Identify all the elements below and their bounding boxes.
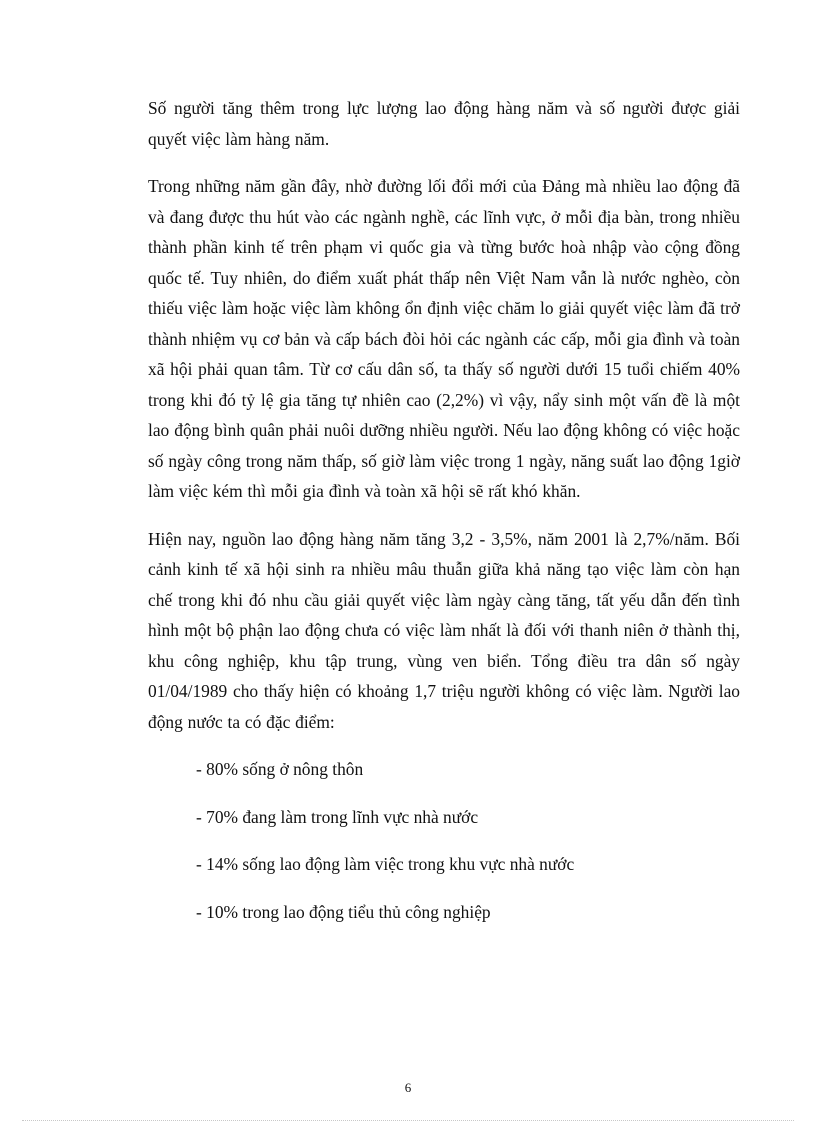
list-item: - 80% sống ở nông thôn xyxy=(196,759,364,779)
paragraph-intro: Số người tăng thêm trong lực lượng lao động hàng năm và số người được giải quyết việc làm hàng năm. xyxy=(148,98,740,149)
list-item: - 14% sống lao động làm việc trong khu vực nhà nước xyxy=(196,854,575,874)
page-number: 6 xyxy=(404,1080,412,1095)
list-item: - 10% trong lao động tiểu thủ công nghiệp xyxy=(196,901,491,922)
list-item: - 70% đang làm trong lĩnh vực nhà nước xyxy=(196,806,479,827)
labor-characteristics-list xyxy=(148,754,740,927)
page-body xyxy=(148,93,740,927)
page-bottom-border xyxy=(22,1120,794,1121)
paragraph-labor-statistics: Hiện nay, nguồn lao động hàng năm tăng 3,2 - 3,5%, năm 2001 là 2,7%/năm. Bối cảnh kinh tế xã hội sinh ra nhiều mâu thuẫn giữa khả năng tạo việc làm còn hạn chế trong khi đó nhu cầu giải quyết việc làm ngày càng tăng, tất yếu dẫn đến tình hình một bộ phận lao động chưa có việc làm nhất là đối với thanh niên ở thành thị, khu công nghiệp, khu tập trung, vùng ven biển. Tổng điều tra dân số ngày 01/04/1989 cho thấy hiện có khoảng 1,7 triệu người không có việc làm. Người lao động nước ta có đặc điểm: xyxy=(148,528,740,732)
paragraph-employment-context: Trong những năm gần đây, nhờ đường lối đổi mới của Đảng mà nhiều lao động đã và đang được thu hút vào các ngành nghề, các lĩnh vực, ở mỗi địa bàn, trong nhiều thành phần kinh tế trên phạm vi quốc gia và từng bước hoà nhập vào cộng đồng quốc tế. Tuy nhiên, do điểm xuất phát thấp nên Việt Nam vẫn là nước nghèo, còn thiếu việc làm hoặc việc làm không ổn định việc chăm lo giải quyết việc làm đã trở thành nhiệm vụ cơ bản và cấp bách đòi hỏi các ngành các cấp, mỗi gia đình và toàn xã hội phải quan tâm. Từ cơ cấu dân số, ta thấy số người dưới 15 tuổi chiếm 40% trong khi đó tỷ lệ gia tăng tự nhiên cao (2,2%) vì vậy, nẩy sinh một vấn đề là một lao động bình quân phải nuôi dưỡng nhiều người. Nếu lao động không có việc hoặc số ngày công trong năm thấp, số giờ làm việc trong 1 ngày, năng suất lao động 1giờ làm việc kém thì mỗi gia đình và toàn xã hội sẽ rất khó khăn. xyxy=(148,176,740,501)
